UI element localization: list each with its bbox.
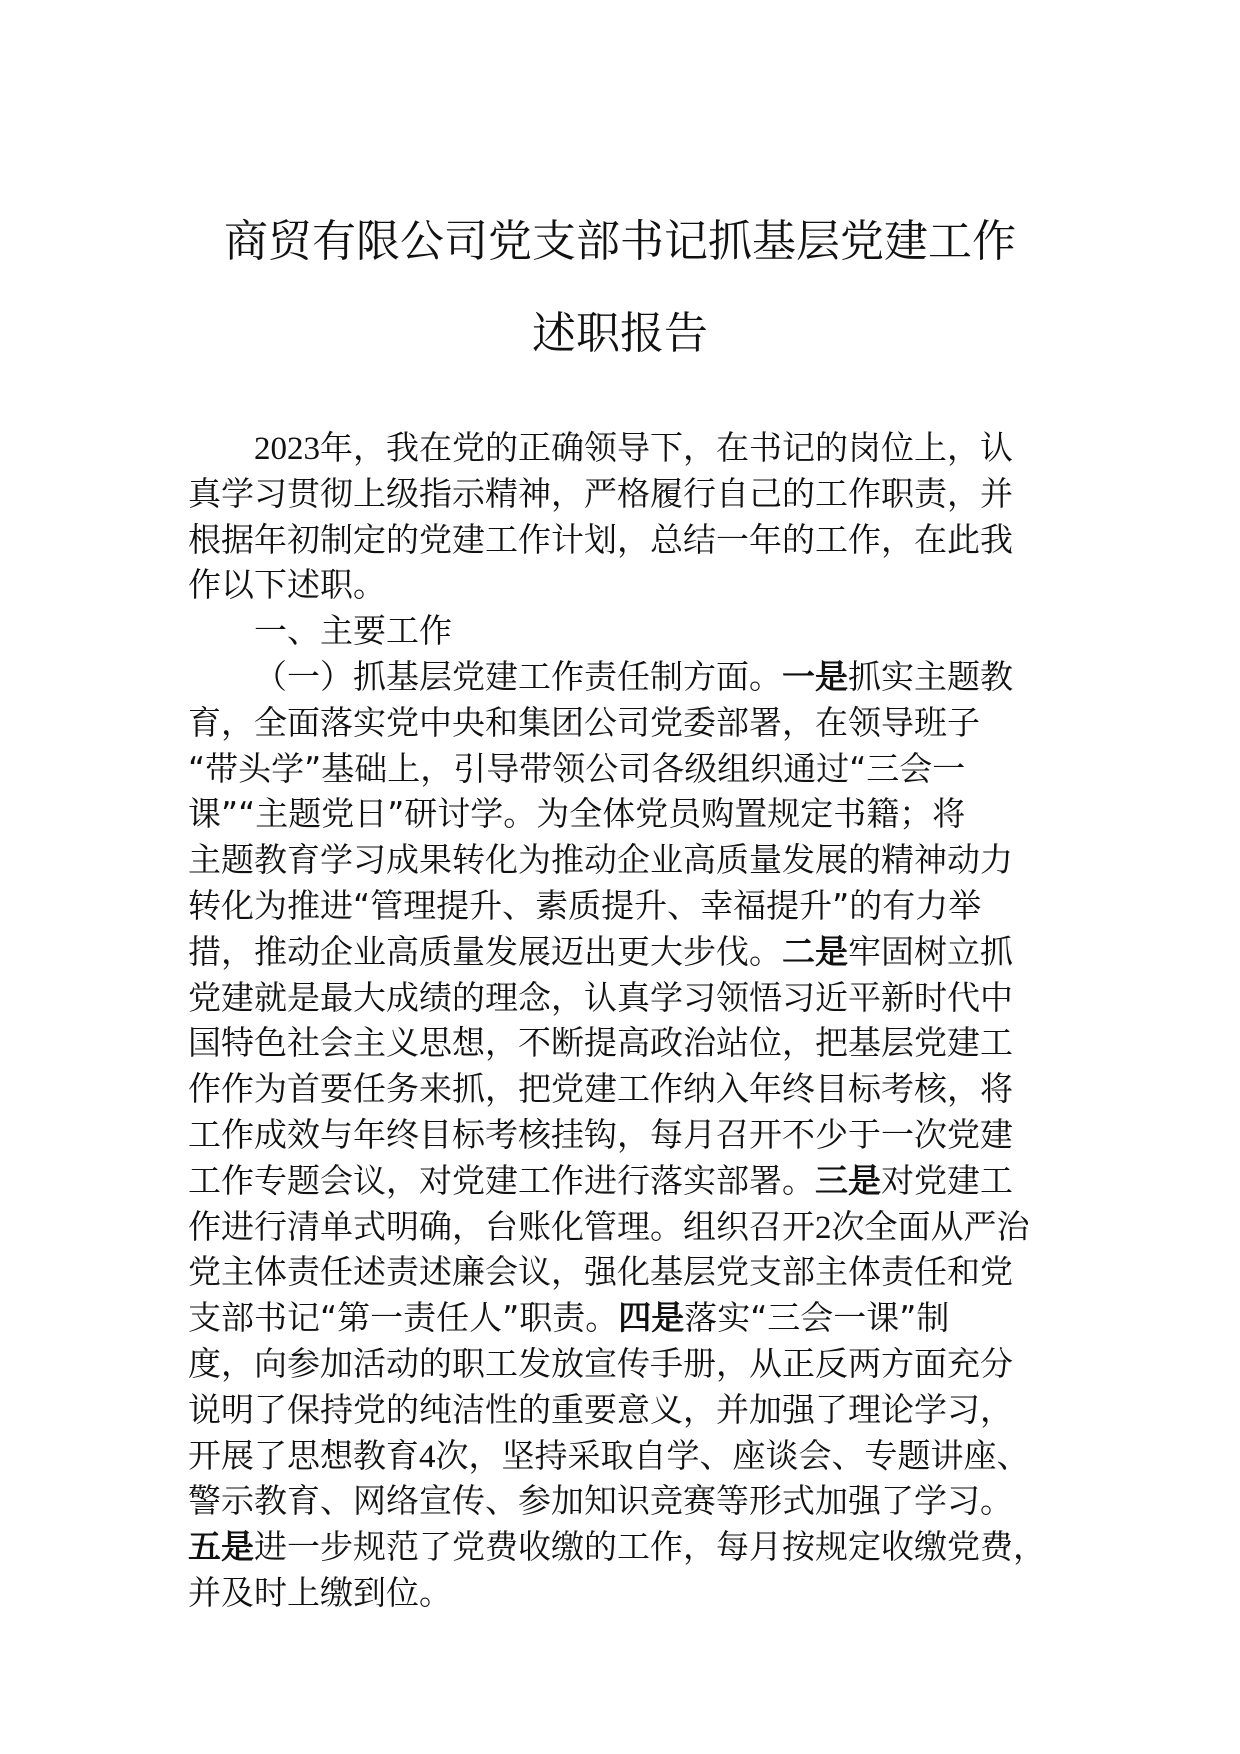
paragraph-line: 真学习贯彻上级指示精神，严格履行自己的工作职责，并: [188, 473, 1013, 513]
bold-marker: 四是: [618, 1298, 685, 1338]
text-run: 落实“三会一课”制: [684, 1298, 950, 1338]
text-run: 抓实主题教: [848, 656, 1013, 696]
paragraph-line: 主题教育学习成果转化为推动企业高质量发展的精神动力: [188, 840, 1013, 880]
paragraph-line: 工作成效与年终目标考核挂钩，每月召开不少于一次党建: [188, 1114, 1013, 1154]
paragraph-line: 国特色社会主义思想，不断提高政治站位，把基层党建工: [188, 1023, 1013, 1063]
document-title: 商贸有限公司党支部书记抓基层党建工作: [224, 216, 1016, 267]
paragraph-line: [188, 1524, 1058, 1570]
paragraph-line: 作作为首要任务来抓，把党建工作纳入年终目标考核，将: [188, 1069, 1013, 1109]
paragraph-line: 课”“主题党日”研讨学。为全体党员购置规定书籍；将: [188, 794, 966, 834]
paragraph-line: [188, 425, 1058, 471]
paragraph-line: 度，向参加活动的职工发放宣传手册，从正反两方面充分: [188, 1343, 1013, 1383]
paragraph-line: [188, 1158, 1058, 1204]
paragraph-line: “带头学”基础上，引导带领公司各级组织通过“三会一: [188, 748, 966, 788]
bold-marker: 一是: [782, 656, 848, 696]
text-run: 工作专题会议，对党建工作进行落实部署。: [188, 1160, 815, 1200]
paragraph-line: [188, 654, 1058, 700]
text-run: 对党建工: [881, 1160, 1013, 1200]
document-body: [188, 425, 1058, 1616]
text-run: 支部书记“第一责任人”职责。: [188, 1298, 619, 1338]
paragraph-line: 警示教育、网络宣传、参加知识竞赛等形式加强了学习。: [188, 1481, 1013, 1521]
count-number: 2: [815, 1209, 832, 1246]
text-run: 次全面从严治: [831, 1206, 1030, 1246]
year-number: 2023: [254, 431, 320, 467]
paragraph-line: 党建就是最大成绩的理念，认真学习领悟习近平新时代中: [188, 977, 1013, 1017]
text-run: 措，推动企业高质量发展迈出更大步伐。: [188, 931, 782, 971]
subsection-heading: （一）抓基层党建工作责任制方面。: [254, 656, 782, 696]
paragraph-line: 作以下述职。: [188, 565, 386, 605]
count-number: 4: [419, 1438, 436, 1475]
paragraph-line: 育，全面落实党中央和集团公司党委部署，在领导班子: [188, 702, 980, 742]
paragraph-line: [188, 1204, 1058, 1250]
text-run: 牢固树立抓: [848, 931, 1013, 971]
text-run: 开展了思想教育: [188, 1435, 419, 1475]
bold-marker: 五是: [188, 1527, 254, 1567]
paragraph-line: 根据年初制定的党建工作计划，总结一年的工作，在此我: [188, 519, 1013, 559]
bold-marker: 二是: [782, 931, 848, 971]
bold-marker: 三是: [815, 1160, 881, 1200]
paragraph-line: 说明了保持党的纯洁性的重要意义，并加强了理论学习，: [188, 1389, 1013, 1429]
paragraph-line: 转化为推进“管理提升、素质提升、幸福提升”的有力举: [188, 885, 982, 925]
paragraph-line: 并及时上缴到位。: [188, 1572, 452, 1612]
paragraph-line: [188, 1433, 1058, 1479]
section-heading: 一、主要工作: [254, 611, 452, 651]
text-run: 年，我在党的正确领导下，在书记的岗位上，认: [320, 428, 1013, 467]
paragraph-line: 党主体责任述责述廉会议，强化基层党支部主体责任和党: [188, 1252, 1013, 1292]
paragraph-line: [188, 929, 1058, 975]
text-run: 次，坚持采取自学、座谈会、专题讲座、: [435, 1435, 1030, 1475]
text-run: 作进行清单式明确，台账化管理。组织召开: [188, 1206, 815, 1246]
document-title-line2: 述职报告: [532, 308, 708, 359]
paragraph-line: [188, 1295, 1058, 1341]
text-run: 进一步规范了党费收缴的工作，每月按规定收缴党费，: [254, 1527, 1046, 1567]
